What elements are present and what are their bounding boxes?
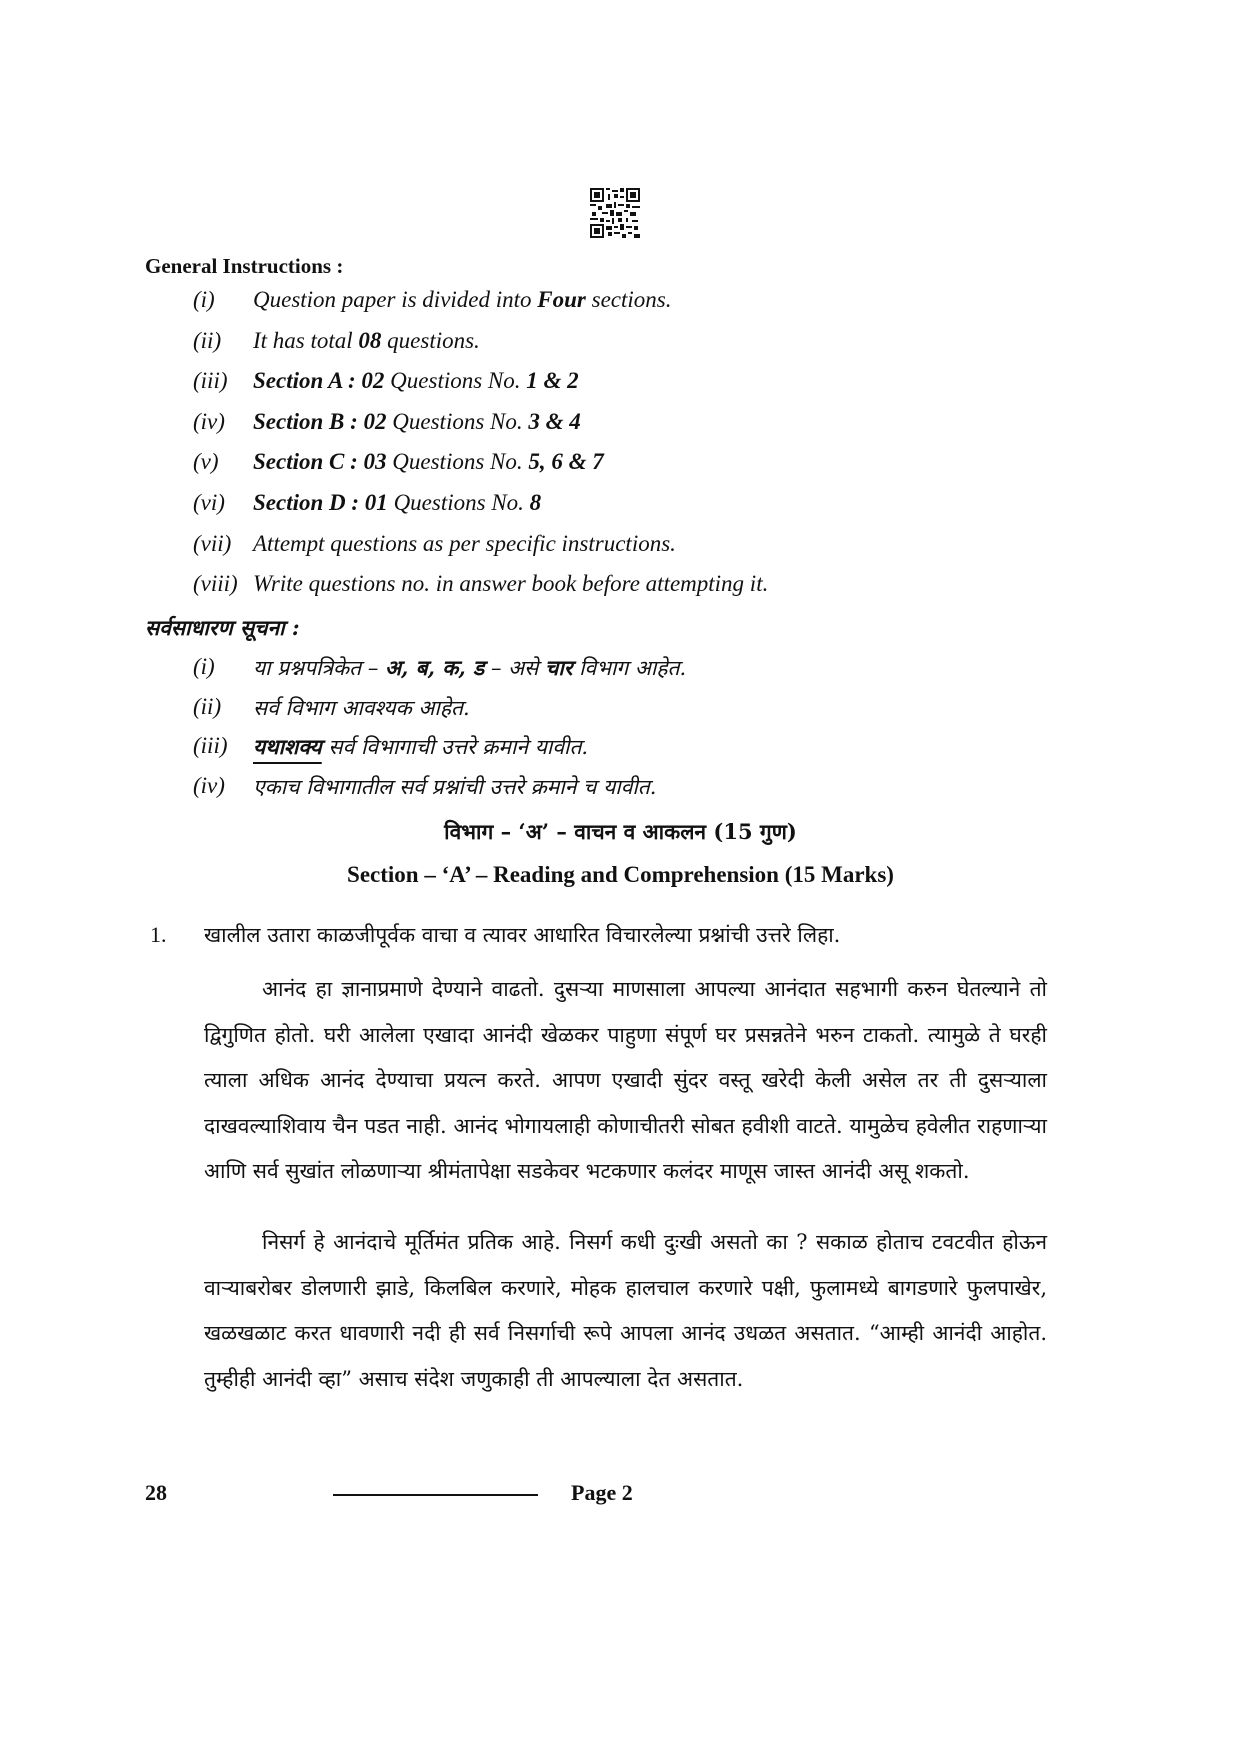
instruction-text [253, 654, 686, 682]
instruction-text-part: 5, 6 & 7 [528, 449, 604, 475]
instruction-text [253, 571, 768, 597]
instruction-text-part: Section D : 01 [253, 489, 388, 515]
instruction-item [193, 527, 1093, 568]
instruction-text-part: विभाग आहेत. [572, 656, 687, 680]
instruction-number: (iv) [193, 772, 225, 798]
instruction-text-part: सर्व विभाग आवश्यक आहेत. [253, 695, 470, 720]
instruction-number: (vii) [193, 530, 232, 556]
instruction-text [253, 328, 480, 354]
passage-paragraph: निसर्ग हे आनंदाचे मूर्तिमंत प्रतिक आहे. निसर्ग कधी दुःखी असतो का ? सकाळ होताच टवटवीत होऊन वाऱ्याबरोबर डोलणारी झाडे, किलबिल करणारे, मोहक हालचाल करणारे पक्षी, फुलामध्ये बागडणारे फुलपाखेर, खळखळाट करत धावणारी नदी ही सर्व निसर्गाची रूपे आपला आनंद उधळत असतात. “आम्ही आनंदी आहोत. तुम्हीही आनंदी व्हा” असाच संदेश जणुकाही ती आपल्याला देत असतात. [204, 1230, 1047, 1391]
section-heading-marathi: विभाग – ‘अ’ – वाचन व आकलन (15 गुण) [444, 819, 797, 844]
paper-code: 28 [145, 1480, 167, 1505]
instruction-text [253, 449, 604, 475]
instruction-item [193, 650, 1093, 690]
instruction-item [193, 769, 1093, 809]
instruction-text-part: या प्रश्नपत्रिकेत – [253, 656, 385, 680]
instruction-text [253, 733, 588, 761]
instruction-text-part: – असे [484, 656, 546, 680]
marathi-instructions-title: सर्वसाधारण सूचना : [145, 615, 300, 640]
footer-divider [333, 1494, 538, 1496]
instruction-text-part: चार [545, 655, 573, 680]
instruction-text-part: Section C : 03 [253, 449, 387, 475]
instruction-item [193, 729, 1093, 769]
instruction-number: (v) [193, 449, 219, 475]
instruction-item [193, 283, 1093, 324]
question-number: 1. [150, 922, 167, 947]
instruction-number: (iii) [193, 733, 228, 758]
instruction-text [253, 531, 676, 557]
instruction-number: (ii) [193, 327, 222, 353]
instruction-item [193, 690, 1093, 730]
general-instructions-list [193, 283, 1093, 608]
instruction-text-part: Write questions no. in answer book before attempting it. [253, 571, 769, 597]
qr-code-icon [590, 188, 640, 238]
instruction-number: (vi) [193, 489, 225, 515]
instruction-number: (viii) [193, 571, 238, 597]
instruction-number: (iv) [193, 408, 225, 434]
instruction-text-part: Questions No. [386, 408, 529, 434]
instruction-text-part: Question paper is divided into [253, 287, 538, 312]
instruction-text [253, 368, 579, 394]
instruction-text-part: 08 [358, 327, 382, 353]
instruction-number: (ii) [193, 693, 222, 719]
instruction-text-part: यथाशक्य [253, 734, 322, 759]
page-number: Page 2 [571, 1480, 633, 1505]
passage-paragraph: आनंद हा ज्ञानाप्रमाणे देण्याने वाढतो. दुसऱ्या माणसाला आपल्या आनंदात सहभागी करुन घेतल्याने तो द्विगुणित होतो. घरी आलेला एखादा आनंदी खेळकर पाहुणा संपूर्ण घर प्रसन्नतेने भरुन टाकतो. त्यामुळे ते घरही त्याला अधिक आनंद देण्याचा प्रयत्न करते. आपण एखादी सुंदर वस्तू खरेदी केली असेल तर ती दुसऱ्याला दाखवल्याशिवाय चैन पडत नाही. आनंद भोगायलाही कोणाचीतरी सोबत हवीशी वाटते. यामुळेच हवेलीत राहणाऱ्या आणि सर्व सुखांत लोळणाऱ्या श्रीमंतापेक्षा सडकेवर भटकणार कलंदर माणूस जास्त आनंदी असू शकतो. [204, 977, 1047, 1183]
instruction-text-part: Questions No. [387, 489, 530, 515]
instruction-text-part: Questions No. [386, 449, 529, 475]
instruction-number: (i) [193, 287, 215, 312]
instruction-item [193, 324, 1093, 365]
instruction-text-part: 3 & 4 [528, 408, 581, 434]
instruction-text [253, 773, 656, 801]
general-instructions-title: General Instructions : [145, 254, 344, 278]
instruction-text-part: It has total [253, 327, 359, 353]
instruction-text-part: sections. [585, 287, 672, 312]
instruction-text-part: 1 & 2 [526, 368, 579, 394]
instruction-text [253, 490, 541, 516]
instruction-number: (iii) [193, 368, 228, 394]
section-heading-english: Section – ‘A’ – Reading and Comprehension (15 Marks) [347, 862, 894, 887]
question-text: खालील उतारा काळजीपूर्वक वाचा व त्यावर आधारित विचारलेल्या प्रश्नांची उत्तरे लिहा. [204, 923, 841, 947]
instruction-number: (i) [193, 654, 215, 679]
instruction-text-part: 8 [529, 489, 542, 515]
instruction-item [193, 405, 1093, 446]
instruction-text-part: अ, ब, क, ड [385, 655, 485, 680]
instruction-item [193, 364, 1093, 405]
instruction-text-part: questions. [381, 327, 480, 353]
instruction-text-part: एकाच विभागातील सर्व प्रश्नांची उत्तरे क्रमाने च यावीत. [253, 774, 657, 799]
instruction-text [253, 409, 581, 435]
instruction-text-part: Attempt questions as per specific instructions. [253, 530, 676, 556]
instruction-text-part: सर्व विभागाची उत्तरे क्रमाने यावीत. [321, 735, 589, 759]
instruction-item [193, 567, 1093, 608]
instruction-text-part: Section B : 02 [253, 408, 387, 434]
instruction-text-part: Section A : 02 [253, 368, 385, 394]
instruction-item [193, 445, 1093, 486]
instruction-item [193, 486, 1093, 527]
instruction-text [253, 694, 470, 722]
marathi-instructions-list [193, 650, 1093, 808]
instruction-text [253, 287, 671, 313]
instruction-text-part: Four [537, 287, 586, 312]
instruction-text-part: Questions No. [384, 368, 527, 394]
